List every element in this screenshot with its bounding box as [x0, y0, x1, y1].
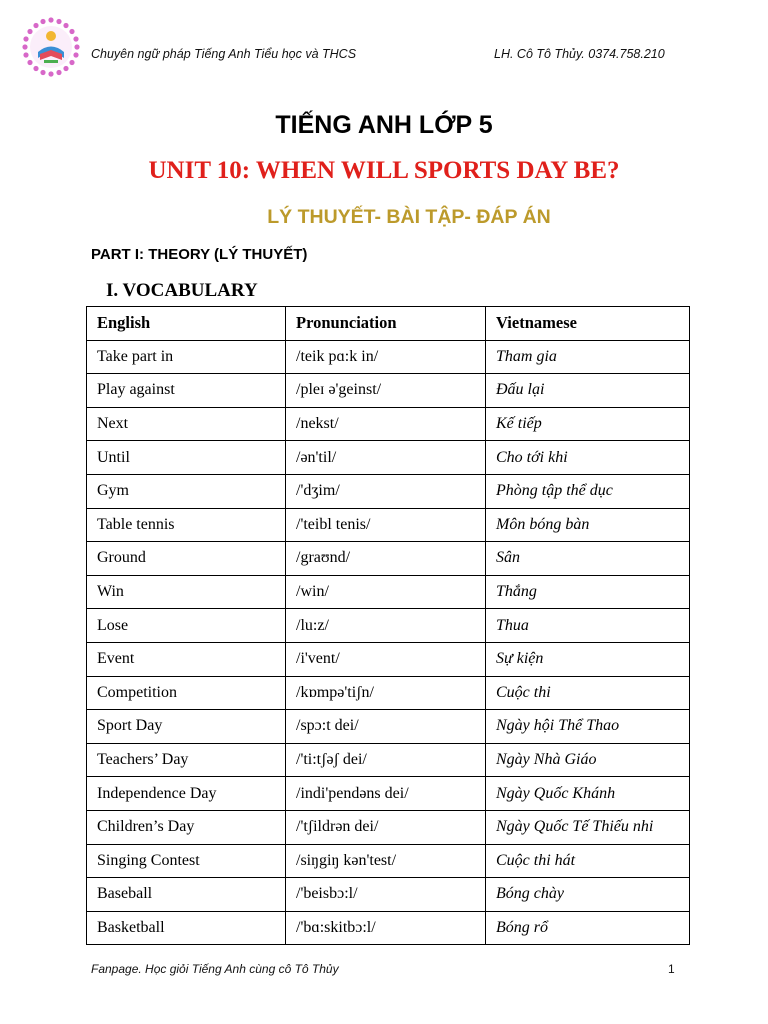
cell-english: Sport Day — [87, 710, 286, 744]
cell-pronunciation: /i'vent/ — [286, 642, 486, 676]
table-row — [87, 609, 690, 643]
part-heading: PART I: THEORY (LÝ THUYẾT) — [91, 246, 308, 263]
table-row — [87, 710, 690, 744]
cell-pronunciation: /'bɑ:skitbɔ:l/ — [286, 911, 486, 945]
cell-vietnamese: Thắng — [486, 575, 690, 609]
page-subtitle: LÝ THUYẾT- BÀI TẬP- ĐÁP ÁN — [267, 206, 551, 228]
cell-english: Independence Day — [87, 777, 286, 811]
header-contact: LH. Cô Tô Thủy. 0374.758.210 — [494, 47, 665, 61]
cell-english: Until — [87, 441, 286, 475]
cell-english: Teachers’ Day — [87, 743, 286, 777]
cell-pronunciation: /'ti:tʃəʃ dei/ — [286, 743, 486, 777]
cell-english: Event — [87, 642, 286, 676]
cell-pronunciation: /lu:z/ — [286, 609, 486, 643]
cell-vietnamese: Cho tới khi — [486, 441, 690, 475]
column-header-vietnamese: Vietnamese — [486, 307, 690, 341]
footer-fanpage: Fanpage. Học giỏi Tiếng Anh cùng cô Tô Thủy — [91, 962, 339, 976]
column-header-english: English — [87, 307, 286, 341]
cell-english: Next — [87, 407, 286, 441]
cell-english: Singing Contest — [87, 844, 286, 878]
cell-pronunciation: /'tʃildrən dei/ — [286, 810, 486, 844]
cell-english: Ground — [87, 542, 286, 576]
cell-vietnamese: Phòng tập thể dục — [486, 474, 690, 508]
cell-pronunciation: /kɒmpə'tiʃn/ — [286, 676, 486, 710]
cell-pronunciation: /'dʒim/ — [286, 474, 486, 508]
page-title: TIẾNG ANH LỚP 5 — [275, 111, 493, 139]
cell-pronunciation: /spɔ:t dei/ — [286, 710, 486, 744]
table-header-row — [87, 307, 690, 341]
table-row — [87, 474, 690, 508]
cell-english: Take part in — [87, 340, 286, 374]
cell-english: Baseball — [87, 878, 286, 912]
cell-pronunciation: /'teibl tenis/ — [286, 508, 486, 542]
cell-pronunciation: /pleɪ ə'geinst/ — [286, 374, 486, 408]
vocabulary-table — [86, 306, 690, 945]
table-row — [87, 642, 690, 676]
table-row — [87, 777, 690, 811]
table-row — [87, 743, 690, 777]
cell-pronunciation: /'beisbɔ:l/ — [286, 878, 486, 912]
school-wreath-logo-icon — [22, 16, 80, 78]
table-row — [87, 844, 690, 878]
cell-pronunciation: /teik pɑ:k in/ — [286, 340, 486, 374]
cell-pronunciation: /win/ — [286, 575, 486, 609]
cell-pronunciation: /indi'pendəns dei/ — [286, 777, 486, 811]
cell-vietnamese: Sân — [486, 542, 690, 576]
unit-title: UNIT 10: WHEN WILL SPORTS DAY BE? — [148, 157, 620, 184]
cell-vietnamese: Ngày Nhà Giáo — [486, 743, 690, 777]
cell-pronunciation: /siŋgiŋ kən'test/ — [286, 844, 486, 878]
page-number: 1 — [668, 962, 675, 976]
cell-english: Play against — [87, 374, 286, 408]
table-row — [87, 575, 690, 609]
header-tagline: Chuyên ngữ pháp Tiếng Anh Tiểu học và THCS — [91, 47, 357, 61]
cell-vietnamese: Sự kiện — [486, 642, 690, 676]
cell-vietnamese: Tham gia — [486, 340, 690, 374]
cell-english: Children’s Day — [87, 810, 286, 844]
cell-vietnamese: Bóng rổ — [486, 911, 690, 945]
cell-vietnamese: Môn bóng bàn — [486, 508, 690, 542]
cell-english: Competition — [87, 676, 286, 710]
table-row — [87, 542, 690, 576]
table-row — [87, 911, 690, 945]
table-row — [87, 340, 690, 374]
cell-english: Gym — [87, 474, 286, 508]
cell-english: Table tennis — [87, 508, 286, 542]
table-row — [87, 441, 690, 475]
cell-vietnamese: Cuộc thi — [486, 676, 690, 710]
cell-vietnamese: Ngày Quốc Tế Thiếu nhi — [486, 810, 690, 844]
table-row — [87, 508, 690, 542]
cell-english: Basketball — [87, 911, 286, 945]
section-heading: I. VOCABULARY — [106, 280, 258, 301]
cell-vietnamese: Cuộc thi hát — [486, 844, 690, 878]
table-row — [87, 407, 690, 441]
cell-english: Win — [87, 575, 286, 609]
cell-vietnamese: Kế tiếp — [486, 407, 690, 441]
cell-pronunciation: /ən'til/ — [286, 441, 486, 475]
cell-vietnamese: Ngày Quốc Khánh — [486, 777, 690, 811]
cell-english: Lose — [87, 609, 286, 643]
cell-pronunciation: /graʊnd/ — [286, 542, 486, 576]
cell-vietnamese: Bóng chày — [486, 878, 690, 912]
table-row — [87, 810, 690, 844]
page-header — [0, 0, 768, 100]
cell-vietnamese: Thua — [486, 609, 690, 643]
cell-pronunciation: /nekst/ — [286, 407, 486, 441]
table-row — [87, 374, 690, 408]
cell-vietnamese: Ngày hội Thể Thao — [486, 710, 690, 744]
table-row — [87, 676, 690, 710]
column-header-pronunciation: Pronunciation — [286, 307, 486, 341]
cell-vietnamese: Đấu lại — [486, 374, 690, 408]
table-row — [87, 878, 690, 912]
